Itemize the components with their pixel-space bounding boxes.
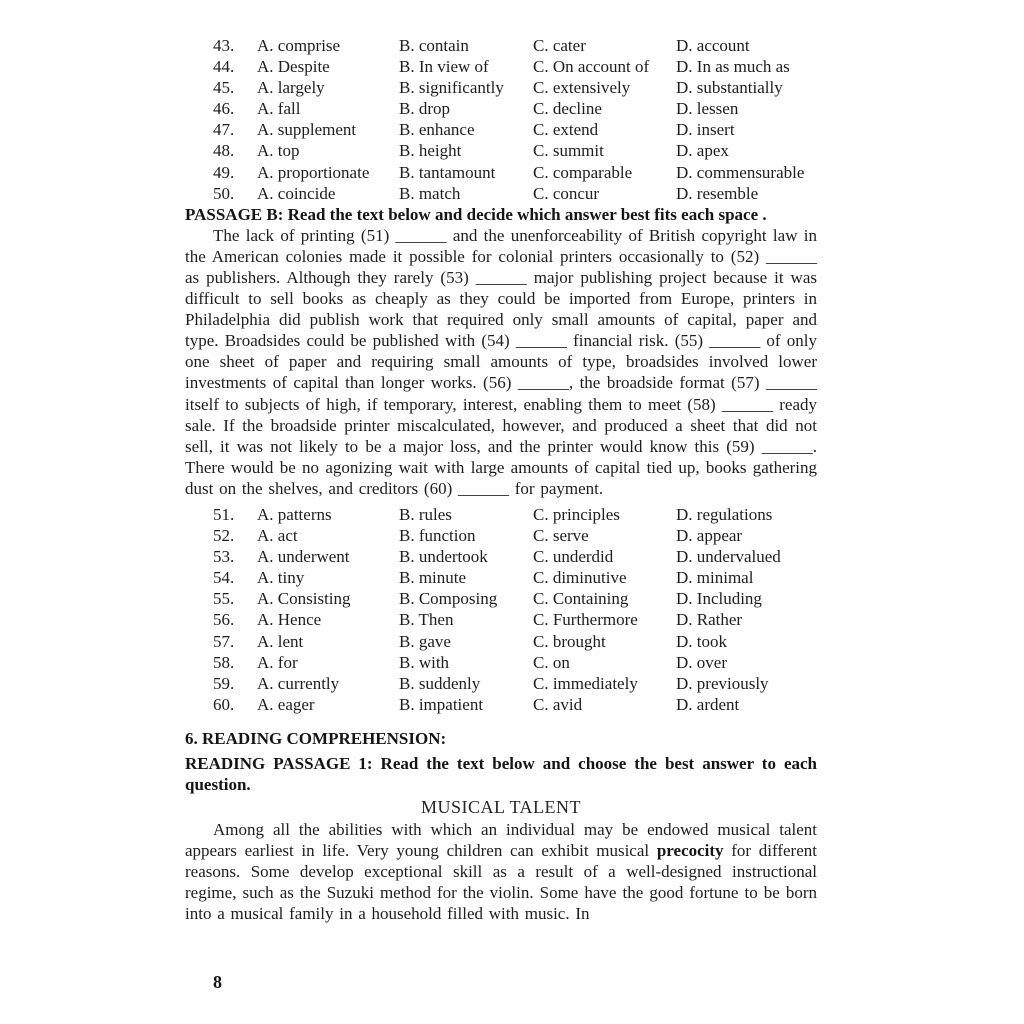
option-b: B. gave bbox=[399, 631, 451, 651]
option-a: A. currently bbox=[257, 673, 340, 693]
musical-talent-paragraph bbox=[185, 819, 817, 924]
option-d: D. over bbox=[676, 652, 727, 672]
page-content bbox=[185, 35, 817, 924]
option-c: C. brought bbox=[533, 631, 606, 651]
question-number: 56. bbox=[213, 610, 235, 630]
question-number: 51. bbox=[213, 504, 235, 524]
option-c: C. extensively bbox=[533, 78, 631, 98]
option-d: D. minimal bbox=[676, 568, 754, 588]
option-a: A. underwent bbox=[257, 547, 350, 567]
question-number: 55. bbox=[213, 589, 235, 609]
question-number: 49. bbox=[213, 162, 235, 182]
option-b: B. rules bbox=[399, 504, 452, 524]
option-a: A. largely bbox=[257, 78, 325, 98]
option-d: D. apex bbox=[676, 141, 729, 161]
question-number: 52. bbox=[213, 526, 235, 546]
option-c: C. On account of bbox=[533, 57, 650, 77]
option-b: B. enhance bbox=[399, 120, 475, 140]
option-a: A. tiny bbox=[257, 568, 305, 588]
option-b: B. undertook bbox=[399, 547, 488, 567]
question-number: 60. bbox=[213, 694, 235, 714]
question-row-47 bbox=[213, 119, 817, 140]
option-d: D. took bbox=[676, 631, 727, 651]
option-a: A. fall bbox=[257, 99, 301, 119]
question-row-58 bbox=[213, 652, 817, 673]
passage-b-heading: PASSAGE B: Read the text below and decide which answer best fits each space . bbox=[185, 204, 767, 224]
option-a: A. Consisting bbox=[257, 589, 351, 609]
option-d: D. insert bbox=[676, 120, 735, 140]
questions-51-60 bbox=[185, 504, 817, 715]
option-d: D. In as much as bbox=[676, 57, 790, 77]
option-b: B. drop bbox=[399, 99, 450, 119]
question-row-50 bbox=[213, 183, 817, 204]
option-d: D. commensurable bbox=[676, 162, 805, 182]
question-row-53 bbox=[213, 546, 817, 567]
option-d: D. undervalued bbox=[676, 547, 781, 567]
option-b: B. Then bbox=[399, 610, 454, 630]
option-c: C. Containing bbox=[533, 589, 629, 609]
option-b: B. minute bbox=[399, 568, 467, 588]
option-a: A. Despite bbox=[257, 57, 330, 77]
page-number: 8 bbox=[213, 972, 222, 992]
option-a: A. for bbox=[257, 652, 298, 672]
option-a: A. Hence bbox=[257, 610, 322, 630]
option-c: C. on bbox=[533, 652, 570, 672]
option-b: B. suddenly bbox=[399, 673, 481, 693]
question-row-43 bbox=[213, 35, 817, 56]
option-b: B. with bbox=[399, 652, 450, 672]
option-a: A. proportionate bbox=[257, 162, 370, 182]
question-number: 59. bbox=[213, 673, 235, 693]
question-row-49 bbox=[213, 162, 817, 183]
question-number: 50. bbox=[213, 183, 235, 203]
paragraph-text-start: Among all the abilities with which an individual may be endowed musical talent appears earliest in life. Very young children can exhibit musical bbox=[185, 819, 817, 860]
question-number: 53. bbox=[213, 547, 235, 567]
option-c: C. underdid bbox=[533, 547, 614, 567]
option-a: A. patterns bbox=[257, 504, 332, 524]
option-b: B. impatient bbox=[399, 694, 484, 714]
question-number: 54. bbox=[213, 568, 235, 588]
option-c: C. Furthermore bbox=[533, 610, 638, 630]
musical-talent-title: MUSICAL TALENT bbox=[420, 796, 582, 817]
question-row-48 bbox=[213, 140, 817, 161]
section-6-heading: 6. READING COMPREHENSION: bbox=[185, 728, 447, 748]
question-row-56 bbox=[213, 609, 817, 630]
option-c: C. diminutive bbox=[533, 568, 627, 588]
question-row-60 bbox=[213, 694, 817, 715]
option-d: D. ardent bbox=[676, 694, 740, 714]
option-d: D. lessen bbox=[676, 99, 739, 119]
option-c: C. summit bbox=[533, 141, 604, 161]
option-b: B. height bbox=[399, 141, 462, 161]
option-a: A. comprise bbox=[257, 36, 341, 55]
passage-b-text: The lack of printing (51) ______ and the unenforceability of British copyright law in the American colonies made it possible for colonial printers occasionally to (52) ______ as publishers. Although they rarely (53) ______ major publishing project because it was difficult to sell books as cheaply as they could be imported from Europe, printers in Philadelphia did publish work that required only small amounts of capital, paper and type. Broadsides could be published with (54) ______ financial risk. (55) ______ of only one sheet of paper and requiring small amounts of type, broadsides involved lower investments of capital than longer works. (56) ______, the broadside format (57) ______ itself to subjects of high, if temporary, interest, enabling them to meet (58) ______ ready sale. If the broadside printer miscalculated, however, and produced a sheet that did not sell, it was not likely to be a major loss, and the printer would know this (59) ______. There would be no agonizing wait with large amounts of capital tied up, books gathering dust on the shelves, and creditors (60) ______ for payment. bbox=[185, 225, 817, 498]
question-number: 44. bbox=[213, 57, 235, 77]
question-row-44 bbox=[213, 56, 817, 77]
option-b: B. function bbox=[399, 526, 476, 546]
option-d: D. account bbox=[676, 36, 750, 55]
option-d: D. appear bbox=[676, 526, 743, 546]
reading-passage-1-heading: READING PASSAGE 1: Read the text below and choose the best answer to each question. bbox=[185, 753, 817, 794]
question-row-57 bbox=[213, 631, 817, 652]
question-number: 58. bbox=[213, 652, 235, 672]
option-c: C. cater bbox=[533, 36, 586, 55]
question-row-52 bbox=[213, 525, 817, 546]
option-b: B. In view of bbox=[399, 57, 489, 77]
option-a: A. supplement bbox=[257, 120, 357, 140]
bold-word-precocity: precocity bbox=[656, 841, 724, 860]
question-row-51 bbox=[213, 504, 817, 525]
option-a: A. top bbox=[257, 141, 300, 161]
question-row-46 bbox=[213, 98, 817, 119]
question-number: 46. bbox=[213, 99, 235, 119]
question-row-59 bbox=[213, 673, 817, 694]
option-b: B. significantly bbox=[399, 78, 504, 98]
question-row-45 bbox=[213, 77, 817, 98]
option-c: C. avid bbox=[533, 694, 583, 714]
option-c: C. concur bbox=[533, 183, 600, 203]
option-b: B. match bbox=[399, 183, 461, 203]
option-b: B. contain bbox=[399, 36, 469, 55]
option-c: C. serve bbox=[533, 526, 589, 546]
option-c: C. decline bbox=[533, 99, 602, 119]
question-number: 45. bbox=[213, 78, 235, 98]
option-b: B. Composing bbox=[399, 589, 498, 609]
question-number: 57. bbox=[213, 631, 235, 651]
question-row-55 bbox=[213, 588, 817, 609]
option-d: D. Including bbox=[676, 589, 762, 609]
paragraph-text-end: for different reasons. Some develop exceptional skill as a result of a well-designed instructional regime, such as the Suzuki method for the violin. Some have the good fortune to be born into a musical family in a household filled with music. In bbox=[185, 841, 817, 924]
option-a: A. lent bbox=[257, 631, 304, 651]
option-c: C. extend bbox=[533, 120, 599, 140]
option-d: D. Rather bbox=[676, 610, 743, 630]
option-b: B. tantamount bbox=[399, 162, 496, 182]
option-d: D. regulations bbox=[676, 504, 773, 524]
option-c: C. comparable bbox=[533, 162, 633, 182]
option-a: A. act bbox=[257, 526, 298, 546]
question-row-54 bbox=[213, 567, 817, 588]
option-c: C. immediately bbox=[533, 673, 638, 693]
option-a: A. eager bbox=[257, 694, 315, 714]
option-d: D. previously bbox=[676, 673, 769, 693]
option-c: C. principles bbox=[533, 504, 620, 524]
option-a: A. coincide bbox=[257, 183, 336, 203]
option-d: D. resemble bbox=[676, 183, 759, 203]
question-number: 47. bbox=[213, 120, 235, 140]
question-number: 48. bbox=[213, 141, 235, 161]
option-d: D. substantially bbox=[676, 78, 783, 98]
question-number: 43. bbox=[213, 36, 235, 55]
questions-43-50 bbox=[185, 35, 817, 204]
